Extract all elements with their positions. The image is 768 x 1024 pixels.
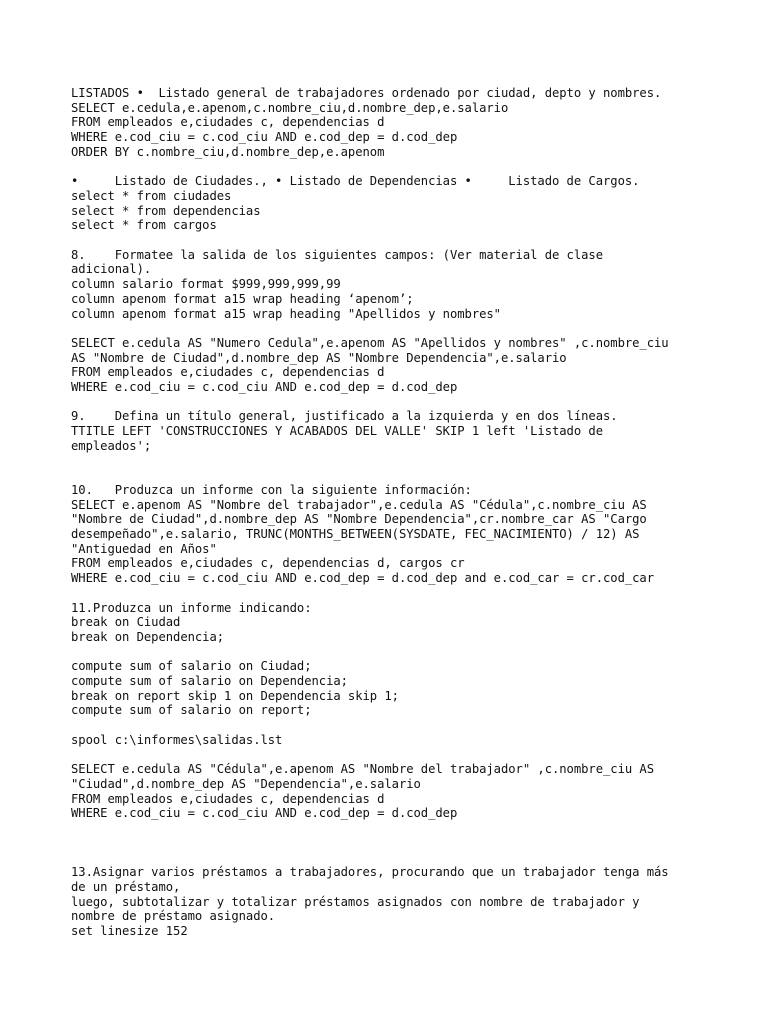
spool-line: spool c:\informes\salidas.lst [71,732,283,747]
item-13-heading: 13.Asignar varios préstamos a trabajadores, procurando que un trabajador tenga más [71,865,669,880]
compute-line: compute sum of salario on report; [71,703,312,718]
item-13-text: de un préstamo, [71,879,181,894]
item-8-heading-cont: adicional). [71,262,152,277]
sql-line: AS "Nombre de Ciudad",d.nombre_dep AS "Nombre Dependencia",e.salario [71,350,567,365]
section-item-10 [71,483,751,586]
sql-line: SELECT e.cedula,e.apenom,c.nombre_ciu,d.nombre_dep,e.salario [71,100,509,115]
sql-line: SELECT e.cedula AS "Cédula",e.apenom AS "Nombre del trabajador" ,c.nombre_ciu AS [71,762,655,777]
listados-heading: LISTADOS • Listado general de trabajadores ordenado por ciudad, depto y nombres. [71,86,662,100]
section-listados [71,86,751,160]
section-item-13 [71,865,751,939]
break-line: break on Dependencia; [71,629,225,644]
item-8-heading: 8. Formatee la salida de los siguientes campos: (Ver material de clase [71,247,603,262]
sql-line: SELECT e.cedula AS "Numero Cedula",e.apenom AS "Apellidos y nombres" ,c.nombre_ciu [71,335,669,350]
spacer [71,160,751,175]
spacer [71,748,751,763]
document-page [71,86,751,939]
sql-line: select * from dependencias [71,203,261,218]
sql-line: select * from ciudades [71,188,232,203]
spacer [71,233,751,248]
column-format-line: column salario format $999,999,999,99 [71,277,341,292]
section-item-11 [71,601,751,822]
compute-line: compute sum of salario on Dependencia; [71,674,348,689]
sql-line: FROM empleados e,ciudades c, dependencias d [71,365,385,380]
column-format-line: column apenom format a15 wrap heading "Apellidos y nombres" [71,306,501,321]
sql-line: select * from cargos [71,218,217,233]
break-line: break on Ciudad [71,615,181,630]
compute-line: break on report skip 1 on Dependencia skip 1; [71,688,399,703]
spacer [71,395,751,410]
spacer [71,821,751,865]
sql-line: "Nombre de Ciudad",d.nombre_dep AS "Nombre Dependencia",cr.nombre_car AS "Cargo [71,512,647,527]
section-item-8 [71,248,751,395]
sql-line: WHERE e.cod_ciu = c.cod_ciu AND e.cod_dep = d.cod_dep [71,806,458,821]
sql-line: WHERE e.cod_ciu = c.cod_ciu AND e.cod_dep = d.cod_dep [71,130,458,145]
item-10-heading: 10. Produzca un informe con la siguiente información: [71,482,472,497]
item-11-heading: 11.Produzca un informe indicando: [71,600,312,615]
spacer [71,321,751,336]
section-listas [71,174,751,233]
sql-line: ORDER BY c.nombre_ciu,d.nombre_dep,e.apenom [71,144,385,159]
sql-line: WHERE e.cod_ciu = c.cod_ciu AND e.cod_dep = d.cod_dep and e.cod_car = cr.cod_car [71,571,655,586]
code-line: empleados'; [71,438,152,453]
item-13-text: luego, subtotalizar y totalizar préstamos asignados con nombre de trabajador y [71,894,640,909]
sql-line: FROM empleados e,ciudades c, dependencias d, cargos cr [71,556,465,571]
spacer [71,586,751,601]
sql-line: "Antiguedad en Años" [71,541,217,556]
item-13-text: nombre de préstamo asignado. [71,909,276,924]
sql-line: SELECT e.apenom AS "Nombre del trabajador",e.cedula AS "Cédula",c.nombre_ciu AS [71,497,647,512]
sql-line: FROM empleados e,ciudades c, dependencias d [71,115,385,130]
spacer [71,645,751,660]
sql-line: FROM empleados e,ciudades c, dependencias d [71,791,385,806]
spacer [71,718,751,733]
column-format-line: column apenom format a15 wrap heading ‘apenom’; [71,291,414,306]
compute-line: compute sum of salario on Ciudad; [71,659,312,674]
code-line: TTITLE LEFT 'CONSTRUCCIONES Y ACABADOS DEL VALLE' SKIP 1 left 'Listado de [71,424,603,439]
sql-line: "Ciudad",d.nombre_dep AS "Dependencia",e.salario [71,776,421,791]
listas-heading: • Listado de Ciudades., • Listado de Dependencias • Listado de Cargos. [71,174,640,189]
code-line: set linesize 152 [71,923,188,938]
spacer [71,454,751,483]
sql-line: desempeñado",e.salario, TRUNC(MONTHS_BETWEEN(SYSDATE, FEC_NACIMIENTO) / 12) AS [71,527,640,542]
section-item-9 [71,409,751,453]
sql-line: WHERE e.cod_ciu = c.cod_ciu AND e.cod_dep = d.cod_dep [71,380,458,395]
item-9-heading: 9. Defina un título general, justificado a la izquierda y en dos líneas. [71,409,618,424]
